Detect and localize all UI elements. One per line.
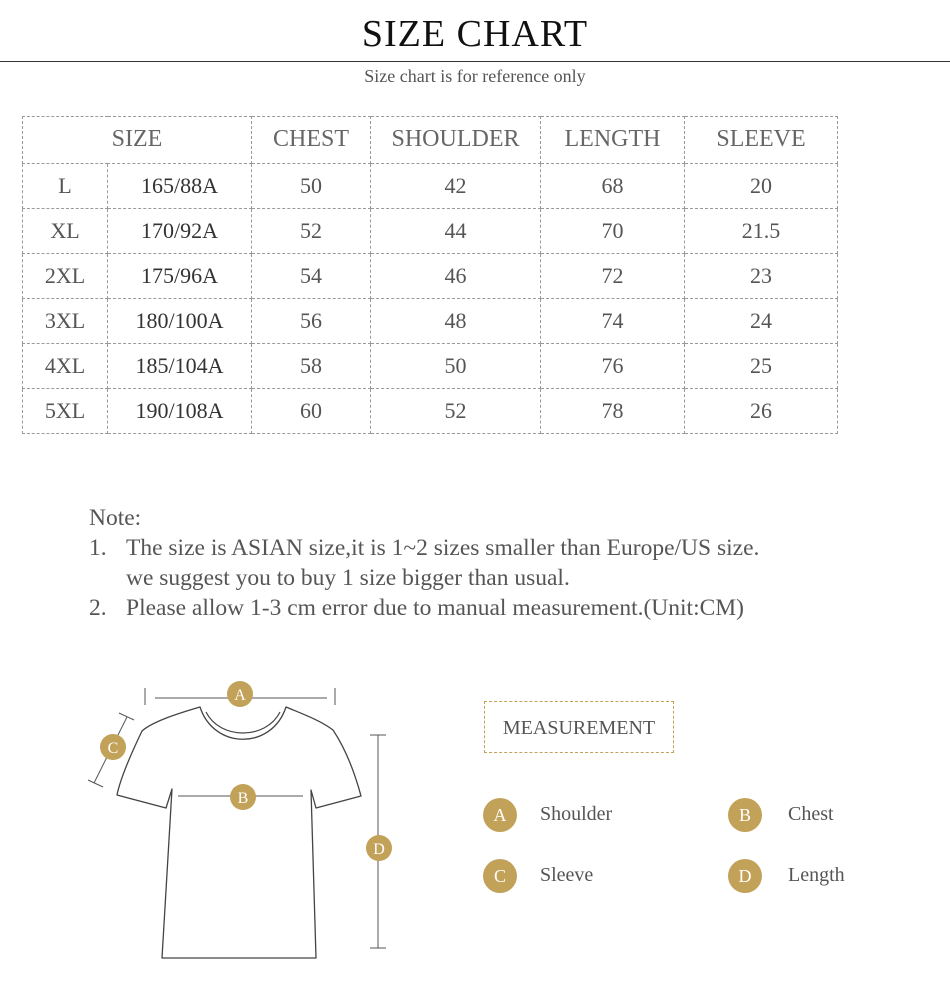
length-cell: 74	[541, 298, 685, 343]
size-code-cell: 190/108A	[108, 388, 252, 433]
sleeve-cell: 21.5	[685, 208, 838, 253]
marker-a-label: A	[234, 687, 246, 704]
size-cell: L	[23, 163, 108, 208]
sleeve-cell: 25	[685, 343, 838, 388]
note-text: Please allow 1-3 cm error due to manual measurement.(Unit:CM)	[126, 595, 744, 621]
sleeve-cell: 20	[685, 163, 838, 208]
size-code-cell: 180/100A	[108, 298, 252, 343]
marker-b-label: B	[237, 790, 249, 807]
shoulder-cell: 44	[371, 208, 541, 253]
size-cell: 4XL	[23, 343, 108, 388]
marker-d-label: D	[373, 841, 385, 858]
legend-label-shoulder: Shoulder	[540, 803, 613, 825]
tshirt-outline	[117, 707, 361, 958]
length-cell: 70	[541, 208, 685, 253]
size-cell: 2XL	[23, 253, 108, 298]
length-cell: 68	[541, 163, 685, 208]
legend-badge-d: D	[728, 859, 762, 893]
chest-cell: 50	[252, 163, 371, 208]
page-subtitle: Size chart is for reference only	[364, 66, 586, 86]
measurement-title-box: MEASUREMENT	[484, 701, 674, 753]
note-text-continued: we suggest you to buy 1 size bigger than usual.	[126, 565, 570, 591]
length-cell: 76	[541, 343, 685, 388]
column-header-size: SIZE	[23, 117, 252, 164]
legend-badge-a: A	[483, 798, 517, 832]
tshirt-collar	[206, 712, 280, 733]
sleeve-cell: 24	[685, 298, 838, 343]
note-text: The size is ASIAN size,it is 1~2 sizes smaller than Europe/US size.	[126, 535, 760, 561]
legend-label-chest: Chest	[788, 803, 834, 825]
column-header-chest: CHEST	[252, 117, 371, 164]
shoulder-cell: 48	[371, 298, 541, 343]
sleeve-cell: 23	[685, 253, 838, 298]
length-cell: 78	[541, 388, 685, 433]
column-header-length: LENGTH	[541, 117, 685, 164]
chest-cell: 58	[252, 343, 371, 388]
size-cell: XL	[23, 208, 108, 253]
notes-heading: Note:	[89, 505, 142, 531]
chest-cell: 60	[252, 388, 371, 433]
column-header-sleeve: SLEEVE	[685, 117, 838, 164]
note-number: 1.	[89, 535, 107, 561]
length-cell: 72	[541, 253, 685, 298]
size-cell: 3XL	[23, 298, 108, 343]
size-code-cell: 175/96A	[108, 253, 252, 298]
note-number: 2.	[89, 595, 107, 621]
sleeve-cell: 26	[685, 388, 838, 433]
legend-badge-c: C	[483, 859, 517, 893]
marker-c-label: C	[107, 740, 119, 757]
size-code-cell: 170/92A	[108, 208, 252, 253]
legend-badge-b: B	[728, 798, 762, 832]
page-title: SIZE CHART	[361, 13, 589, 55]
shoulder-cell: 50	[371, 343, 541, 388]
size-cell: 5XL	[23, 388, 108, 433]
legend-label-sleeve: Sleeve	[540, 864, 594, 886]
shoulder-cell: 42	[371, 163, 541, 208]
chest-cell: 56	[252, 298, 371, 343]
legend-label-length: Length	[788, 864, 845, 886]
column-header-shoulder: SHOULDER	[371, 117, 541, 164]
size-code-cell: 185/104A	[108, 343, 252, 388]
shoulder-cell: 46	[371, 253, 541, 298]
size-code-cell: 165/88A	[108, 163, 252, 208]
chest-cell: 52	[252, 208, 371, 253]
chest-cell: 54	[252, 253, 371, 298]
shoulder-cell: 52	[371, 388, 541, 433]
